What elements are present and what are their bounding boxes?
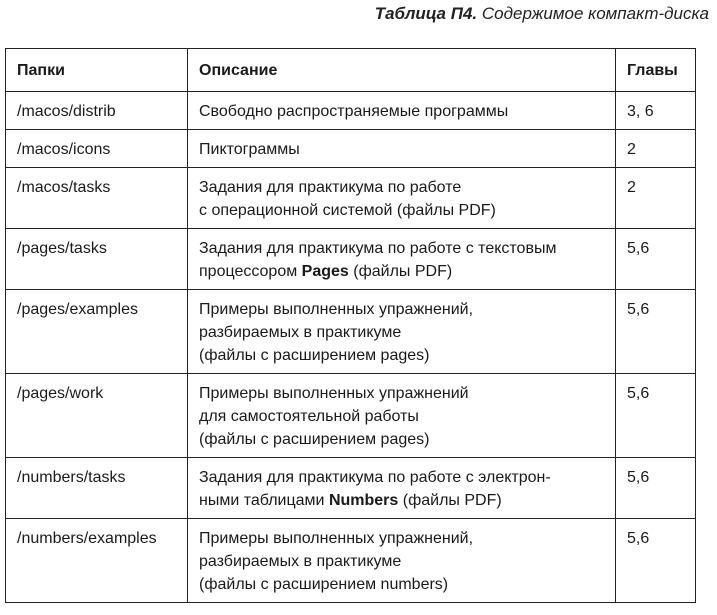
app-name: Pages	[301, 263, 349, 280]
description-line	[199, 237, 615, 260]
description-text: разбираемых в практикуме	[199, 553, 402, 570]
description-text: с операционной системой (файлы PDF)	[199, 202, 496, 219]
chapters-cell: 5,6	[616, 290, 696, 374]
description-line	[199, 321, 615, 344]
table-body	[6, 92, 696, 603]
chapters-cell: 3, 6	[616, 92, 696, 130]
description-cell	[188, 229, 616, 290]
folder-cell: /macos/distrib	[6, 92, 188, 130]
folder-cell: /pages/examples	[6, 290, 188, 374]
folder-cell: /macos/tasks	[6, 168, 188, 229]
header-chapters: Главы	[616, 49, 696, 92]
description-line	[199, 344, 615, 367]
description-text: ными таблицами	[199, 492, 329, 509]
header-folders: Папки	[6, 49, 188, 92]
chapters-cell: 2	[616, 168, 696, 229]
table-row	[6, 458, 696, 519]
description-text: Свободно распространяемые программы	[199, 103, 509, 120]
description-line	[199, 298, 615, 321]
table-row	[6, 168, 696, 229]
cd-contents-table	[5, 48, 696, 603]
folder-cell: /numbers/examples	[6, 519, 188, 603]
description-text: (файлы с расширением numbers)	[199, 576, 449, 593]
description-line	[199, 138, 615, 161]
description-line	[199, 466, 615, 489]
description-cell	[188, 92, 616, 130]
description-cell	[188, 168, 616, 229]
folder-cell: /macos/icons	[6, 130, 188, 168]
table-row	[6, 130, 696, 168]
table-row	[6, 519, 696, 603]
chapters-cell: 2	[616, 130, 696, 168]
description-text: Примеры выполненных упражнений,	[199, 530, 474, 547]
description-text: (файлы с расширением pages)	[199, 431, 430, 448]
chapters-cell: 5,6	[616, 374, 696, 458]
table-row	[6, 290, 696, 374]
chapters-cell: 5,6	[616, 458, 696, 519]
description-cell	[188, 519, 616, 603]
description-text: процессором	[199, 263, 302, 280]
description-text: Задания для практикума по работе	[199, 179, 462, 196]
description-line	[199, 428, 615, 451]
description-line	[199, 382, 615, 405]
description-cell	[188, 130, 616, 168]
description-line	[199, 405, 615, 428]
header-description: Описание	[188, 49, 616, 92]
description-text: (файлы с расширением pages)	[199, 347, 430, 364]
description-text: (файлы PDF)	[398, 492, 502, 509]
chapters-cell: 5,6	[616, 229, 696, 290]
description-line	[199, 260, 615, 283]
description-text: Примеры выполненных упражнений	[199, 385, 469, 402]
table-header-row	[6, 49, 696, 92]
description-cell	[188, 290, 616, 374]
description-line	[199, 100, 615, 123]
description-cell	[188, 374, 616, 458]
description-text: для самостоятельной работы	[199, 408, 419, 425]
table-row	[6, 374, 696, 458]
description-text: (файлы PDF)	[348, 263, 453, 280]
folder-cell: /pages/work	[6, 374, 188, 458]
description-line	[199, 573, 615, 596]
description-text: Примеры выполненных упражнений,	[199, 301, 474, 318]
description-text: разбираемых в практикуме	[199, 324, 402, 341]
folder-cell: /numbers/tasks	[6, 458, 188, 519]
description-text: Пиктограммы	[199, 141, 300, 158]
app-name: Numbers	[328, 492, 399, 509]
caption-label: Таблица П4.	[374, 4, 478, 23]
description-line	[199, 550, 615, 573]
caption-text: Содержимое компакт-диска	[481, 4, 709, 23]
chapters-cell: 5,6	[616, 519, 696, 603]
table-caption	[375, 4, 709, 24]
description-line	[199, 199, 615, 222]
folder-cell: /pages/tasks	[6, 229, 188, 290]
description-text: Задания для практикума по работе с электрон-	[199, 469, 551, 486]
description-cell	[188, 458, 616, 519]
table-row	[6, 92, 696, 130]
description-line	[199, 489, 615, 512]
description-line	[199, 527, 615, 550]
table-row	[6, 229, 696, 290]
description-line	[199, 176, 615, 199]
description-text: Задания для практикума по работе с текстовым	[199, 240, 557, 257]
